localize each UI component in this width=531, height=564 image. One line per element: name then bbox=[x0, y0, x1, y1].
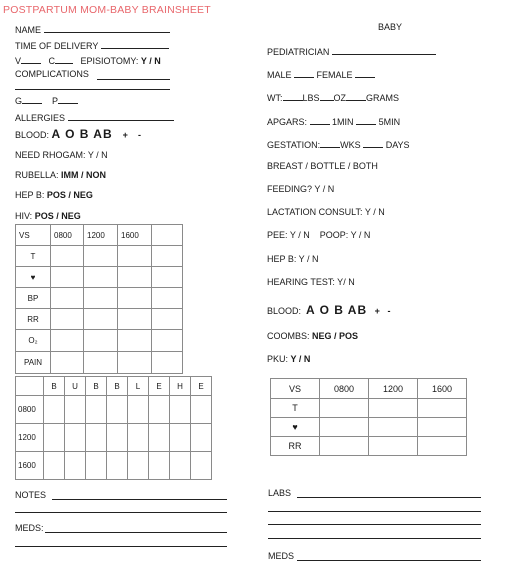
meds-left-line-2[interactable] bbox=[15, 546, 227, 547]
table-row bbox=[16, 352, 183, 374]
gestation-label: GESTATION: bbox=[267, 140, 321, 150]
days-label: DAYS bbox=[385, 140, 410, 150]
mom-vs-header-1200: 1200 bbox=[84, 225, 118, 246]
table-cell[interactable] bbox=[152, 267, 183, 288]
hiv-label: HIV: bbox=[15, 211, 33, 221]
mom-vs-row-label: PAIN bbox=[16, 352, 51, 374]
baby-vs-row-label: T bbox=[271, 399, 320, 418]
table-cell[interactable] bbox=[191, 424, 212, 452]
g-line[interactable] bbox=[22, 94, 42, 104]
oz-line[interactable] bbox=[320, 91, 334, 101]
mom-vs-header-0800: 0800 bbox=[51, 225, 84, 246]
table-cell[interactable] bbox=[191, 396, 212, 424]
table-cell[interactable] bbox=[152, 288, 183, 309]
p-line[interactable] bbox=[58, 94, 78, 104]
table-cell[interactable] bbox=[86, 424, 107, 452]
table-cell[interactable] bbox=[84, 309, 118, 330]
v-label: V bbox=[15, 56, 22, 66]
baby-blood-plus[interactable]: + bbox=[374, 306, 380, 316]
mom-vs-header-vs: VS bbox=[16, 225, 51, 246]
mom-hepb-row bbox=[15, 190, 93, 200]
bubblehe-table bbox=[15, 376, 212, 480]
notes-line-2[interactable] bbox=[15, 512, 227, 513]
apgars-label: APGARS: bbox=[267, 117, 308, 127]
bubblehe-header-cell: L bbox=[128, 377, 149, 396]
episiotomy-options[interactable]: Y / N bbox=[140, 56, 161, 66]
mom-vs-header-1600: 1600 bbox=[118, 225, 152, 246]
table-cell[interactable] bbox=[44, 396, 65, 424]
days-line[interactable] bbox=[363, 138, 383, 148]
table-row bbox=[16, 396, 212, 424]
bubblehe-header-row bbox=[16, 377, 212, 396]
bubblehe-row-time: 0800 bbox=[16, 396, 44, 424]
wks-label: WKS bbox=[340, 140, 361, 150]
mom-blood-plus[interactable]: + bbox=[122, 130, 128, 140]
table-cell[interactable] bbox=[128, 424, 149, 452]
weight-row bbox=[267, 91, 399, 103]
pediatrician-line bbox=[332, 45, 436, 55]
mom-vs-row-label: T bbox=[16, 246, 51, 267]
coombs-options[interactable]: NEG / POS bbox=[312, 331, 359, 341]
table-row bbox=[16, 424, 212, 452]
output-row bbox=[267, 230, 370, 240]
table-cell[interactable] bbox=[149, 396, 170, 424]
allergies-line bbox=[68, 111, 174, 121]
apgar-1-label: 1MIN bbox=[332, 117, 354, 127]
male-label: MALE bbox=[267, 70, 292, 80]
baby-blood-label: BLOOD: bbox=[267, 306, 302, 316]
notes-label: NOTES bbox=[15, 490, 47, 500]
mom-blood-row bbox=[15, 127, 141, 141]
baby-vs-header-0800: 0800 bbox=[320, 379, 369, 399]
table-cell[interactable] bbox=[107, 452, 128, 480]
mom-blood-options[interactable]: A O B AB bbox=[51, 127, 113, 141]
labs-label: LABS bbox=[268, 488, 292, 498]
table-cell[interactable] bbox=[84, 352, 118, 374]
gestation-row bbox=[267, 138, 410, 150]
table-cell[interactable] bbox=[369, 418, 418, 437]
table-cell[interactable] bbox=[418, 418, 467, 437]
mom-blood-label: BLOOD: bbox=[15, 130, 50, 140]
mom-blood-minus[interactable]: - bbox=[137, 130, 141, 140]
mom-vs-header-empty bbox=[152, 225, 183, 246]
table-row bbox=[16, 267, 183, 288]
pku-options[interactable]: Y / N bbox=[290, 354, 311, 364]
g-label: G bbox=[15, 96, 23, 106]
feeding-question[interactable]: FEEDING? Y / N bbox=[267, 184, 335, 194]
table-cell[interactable] bbox=[118, 309, 152, 330]
mom-vs-row-label: BP bbox=[16, 288, 51, 309]
time-of-delivery-label: TIME OF DELIVERY bbox=[15, 41, 99, 51]
table-cell[interactable] bbox=[107, 424, 128, 452]
table-row bbox=[16, 452, 212, 480]
baby-vs-header-1600: 1600 bbox=[418, 379, 467, 399]
c-line[interactable] bbox=[55, 54, 73, 64]
name-line bbox=[44, 23, 170, 33]
bubblehe-header-cell: B bbox=[107, 377, 128, 396]
table-row bbox=[271, 418, 467, 437]
baby-blood-minus[interactable]: - bbox=[387, 306, 391, 316]
table-cell[interactable] bbox=[369, 399, 418, 418]
delivery-type-row bbox=[15, 54, 161, 66]
table-row bbox=[271, 399, 467, 418]
table-cell[interactable] bbox=[118, 246, 152, 267]
table-cell[interactable] bbox=[65, 396, 86, 424]
mom-vs-row-label: RR bbox=[16, 309, 51, 330]
mom-hepb-label: HEP B: bbox=[15, 190, 45, 200]
table-cell[interactable] bbox=[86, 396, 107, 424]
table-cell[interactable] bbox=[170, 396, 191, 424]
need-rhogam[interactable]: NEED RHOGAM: Y / N bbox=[15, 150, 108, 160]
baby-blood-options[interactable]: A O B AB bbox=[306, 303, 368, 317]
table-cell[interactable] bbox=[65, 452, 86, 480]
table-cell[interactable] bbox=[51, 267, 84, 288]
bubblehe-header-cell: E bbox=[149, 377, 170, 396]
hearing-test[interactable]: HEARING TEST: Y/ N bbox=[267, 277, 355, 287]
meds-left-line-1[interactable] bbox=[45, 532, 227, 533]
c-label: C bbox=[48, 56, 56, 66]
table-cell[interactable] bbox=[320, 418, 369, 437]
baby-vs-header-1200: 1200 bbox=[369, 379, 418, 399]
bubblehe-header-cell: B bbox=[86, 377, 107, 396]
table-cell[interactable] bbox=[369, 437, 418, 456]
wks-line[interactable] bbox=[320, 138, 340, 148]
table-cell[interactable] bbox=[418, 399, 467, 418]
apgars-row bbox=[267, 115, 400, 127]
hiv-options[interactable]: POS / NEG bbox=[34, 211, 81, 221]
table-cell[interactable] bbox=[51, 246, 84, 267]
grams-label: GRAMS bbox=[366, 93, 400, 103]
table-cell[interactable] bbox=[191, 452, 212, 480]
baby-vs-header-vs: VS bbox=[271, 379, 320, 399]
pediatrician-field[interactable] bbox=[267, 45, 436, 57]
meds-right-label: MEDS bbox=[268, 551, 295, 561]
lactation-consult[interactable]: LACTATION CONSULT: Y / N bbox=[267, 207, 385, 217]
rubella-row bbox=[15, 170, 106, 180]
coombs-row bbox=[267, 331, 358, 341]
bubblehe-header-cell: B bbox=[44, 377, 65, 396]
time-of-delivery-line bbox=[101, 39, 169, 49]
baby-header: BABY bbox=[378, 22, 403, 32]
lbs-line[interactable] bbox=[283, 91, 303, 101]
wt-label: WT: bbox=[267, 93, 283, 103]
table-cell[interactable] bbox=[118, 288, 152, 309]
table-row bbox=[16, 330, 183, 352]
table-row bbox=[16, 288, 183, 309]
grams-line[interactable] bbox=[346, 91, 366, 101]
table-cell[interactable] bbox=[84, 288, 118, 309]
table-cell[interactable] bbox=[149, 452, 170, 480]
table-cell[interactable] bbox=[152, 246, 183, 267]
table-cell[interactable] bbox=[118, 330, 152, 352]
oz-label: OZ bbox=[333, 93, 347, 103]
table-cell[interactable] bbox=[170, 424, 191, 452]
female-label: FEMALE bbox=[316, 70, 353, 80]
coombs-label: COOMBS: bbox=[267, 331, 310, 341]
time-of-delivery-field[interactable] bbox=[15, 39, 169, 51]
allergies-label: ALLERGIES bbox=[15, 113, 66, 123]
allergies-field[interactable] bbox=[15, 111, 174, 123]
gp-row bbox=[15, 94, 78, 106]
baby-vs-table bbox=[270, 378, 467, 456]
labs-line-4[interactable] bbox=[268, 538, 481, 539]
table-cell[interactable] bbox=[149, 424, 170, 452]
name-field[interactable] bbox=[15, 23, 170, 35]
meds-left-label: MEDS: bbox=[15, 523, 44, 533]
baby-vs-row-label: RR bbox=[271, 437, 320, 456]
name-label: NAME bbox=[15, 25, 42, 35]
table-cell[interactable] bbox=[152, 309, 183, 330]
complications-label: COMPLICATIONS bbox=[15, 69, 89, 79]
table-cell[interactable] bbox=[51, 309, 84, 330]
rubella-label: RUBELLA: bbox=[15, 170, 59, 180]
table-cell[interactable] bbox=[51, 352, 84, 374]
poop-options[interactable]: POOP: Y / N bbox=[319, 230, 371, 240]
heart-icon: ♥ bbox=[16, 267, 51, 288]
table-cell[interactable] bbox=[152, 352, 183, 374]
mom-vs-header-row bbox=[16, 225, 183, 246]
table-row bbox=[271, 437, 467, 456]
table-cell[interactable] bbox=[84, 330, 118, 352]
apgar-5-line[interactable] bbox=[356, 115, 376, 125]
table-cell[interactable] bbox=[170, 452, 191, 480]
p-label: P bbox=[52, 96, 59, 106]
table-cell[interactable] bbox=[51, 288, 84, 309]
pku-label: PKU: bbox=[267, 354, 289, 364]
mom-vs-table bbox=[15, 224, 183, 374]
table-cell[interactable] bbox=[118, 267, 152, 288]
pediatrician-label: PEDIATRICIAN bbox=[267, 47, 330, 57]
bubblehe-row-time: 1200 bbox=[16, 424, 44, 452]
table-cell[interactable] bbox=[107, 396, 128, 424]
bubblehe-header-cell: U bbox=[65, 377, 86, 396]
bubblehe-header-empty bbox=[16, 377, 44, 396]
meds-right-line[interactable] bbox=[297, 560, 481, 561]
labs-line-2[interactable] bbox=[268, 511, 481, 512]
table-row bbox=[16, 246, 183, 267]
heart-icon: ♥ bbox=[271, 418, 320, 437]
table-cell[interactable] bbox=[118, 352, 152, 374]
mom-vs-row-label: O₂ bbox=[16, 330, 51, 352]
bubblehe-header-cell: E bbox=[191, 377, 212, 396]
table-cell[interactable] bbox=[84, 267, 118, 288]
table-cell[interactable] bbox=[65, 424, 86, 452]
labs-line-3[interactable] bbox=[268, 524, 481, 525]
v-line[interactable] bbox=[21, 54, 41, 64]
table-cell[interactable] bbox=[128, 452, 149, 480]
apgar-1-line[interactable] bbox=[310, 115, 330, 125]
page-title: POSTPARTUM MOM-BABY BRAINSHEET bbox=[3, 4, 211, 16]
table-cell[interactable] bbox=[44, 452, 65, 480]
mom-hepb-options[interactable]: POS / NEG bbox=[46, 190, 93, 200]
table-cell[interactable] bbox=[84, 246, 118, 267]
bubblehe-row-time: 1600 bbox=[16, 452, 44, 480]
female-line[interactable] bbox=[355, 68, 375, 78]
table-cell[interactable] bbox=[44, 424, 65, 452]
table-cell[interactable] bbox=[86, 452, 107, 480]
table-row bbox=[16, 309, 183, 330]
table-cell[interactable] bbox=[418, 437, 467, 456]
table-cell[interactable] bbox=[128, 396, 149, 424]
male-line[interactable] bbox=[294, 68, 314, 78]
notes-line-1[interactable] bbox=[52, 499, 227, 500]
feeding-method[interactable]: BREAST / BOTTLE / BOTH bbox=[267, 161, 378, 171]
baby-vs-header-row bbox=[271, 379, 467, 399]
table-cell[interactable] bbox=[320, 437, 369, 456]
episiotomy-label: EPISIOTOMY: bbox=[80, 56, 139, 66]
rubella-options[interactable]: IMM / NON bbox=[61, 170, 107, 180]
complications-line-1[interactable] bbox=[97, 79, 170, 80]
lbs-label: LBS bbox=[302, 93, 320, 103]
apgar-5-label: 5MIN bbox=[378, 117, 401, 127]
complications-line-2[interactable] bbox=[15, 89, 170, 90]
table-cell[interactable] bbox=[51, 330, 84, 352]
hiv-row bbox=[15, 211, 81, 221]
bubblehe-header-cell: H bbox=[170, 377, 191, 396]
baby-blood-row bbox=[267, 303, 390, 317]
pee-options[interactable]: PEE: Y / N bbox=[267, 230, 310, 240]
sex-row bbox=[267, 68, 375, 80]
table-cell[interactable] bbox=[152, 330, 183, 352]
labs-line-1[interactable] bbox=[297, 497, 481, 498]
pku-row bbox=[267, 354, 310, 364]
baby-hepb[interactable]: HEP B: Y / N bbox=[267, 254, 319, 264]
table-cell[interactable] bbox=[320, 399, 369, 418]
